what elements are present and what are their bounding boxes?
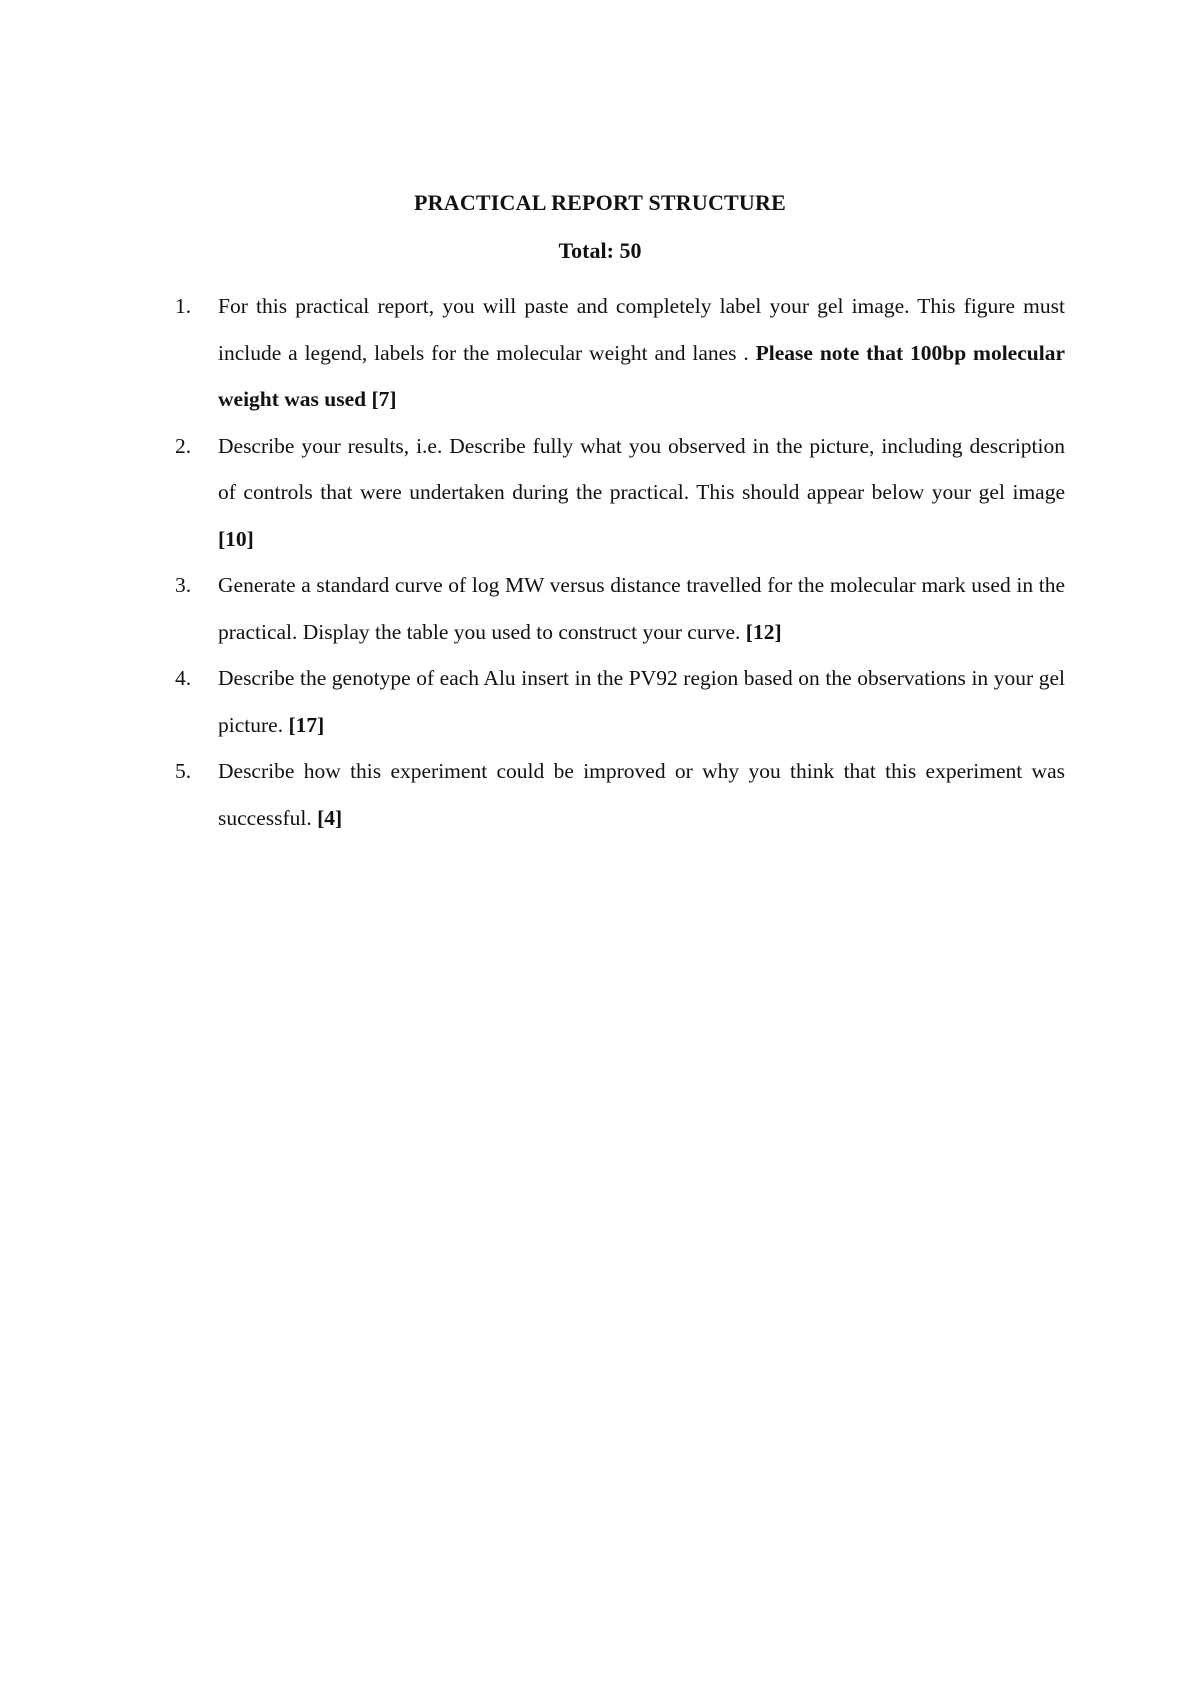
report-requirements-list xyxy=(175,283,1065,841)
item-text: For this practical report, you will paste and completely label your gel image. This figure must include a legend, labels for the molecular weight and lanes . xyxy=(218,294,1065,365)
item-text: Describe your results, i.e. Describe fully what you observed in the picture, including description of controls that were undertaken during the practical. This should appear below your gel image xyxy=(218,433,1065,504)
total-marks: Total: 50 xyxy=(558,238,642,263)
item-number: 3. xyxy=(175,573,192,597)
list-item xyxy=(175,423,1065,563)
list-item xyxy=(175,748,1065,841)
item-number: 4. xyxy=(175,666,192,690)
item-number: 2. xyxy=(175,433,192,458)
item-text: Describe how this experiment could be improved or why you think that this experiment was successful. xyxy=(218,759,1065,830)
document-title: PRACTICAL REPORT STRUCTURE xyxy=(414,190,786,215)
item-marks: [10] xyxy=(218,526,254,551)
item-marks: [12] xyxy=(745,619,782,644)
list-item xyxy=(175,283,1065,423)
item-number: 5. xyxy=(175,759,192,783)
item-text: Describe the genotype of each Alu insert in the PV92 region based on the observations in your gel picture. xyxy=(218,666,1065,737)
item-text: Generate a standard curve of log MW versus distance travelled for the molecular mark used in the practical. Display the table you used to construct your curve. xyxy=(218,573,1065,644)
item-marks: [4] xyxy=(317,805,343,830)
item-emphasis: Please note that 100bp molecular weight was used [7] xyxy=(218,340,1065,411)
list-item xyxy=(175,655,1065,748)
list-item xyxy=(175,562,1065,655)
item-number: 1. xyxy=(175,294,192,318)
item-marks: [17] xyxy=(288,712,325,737)
